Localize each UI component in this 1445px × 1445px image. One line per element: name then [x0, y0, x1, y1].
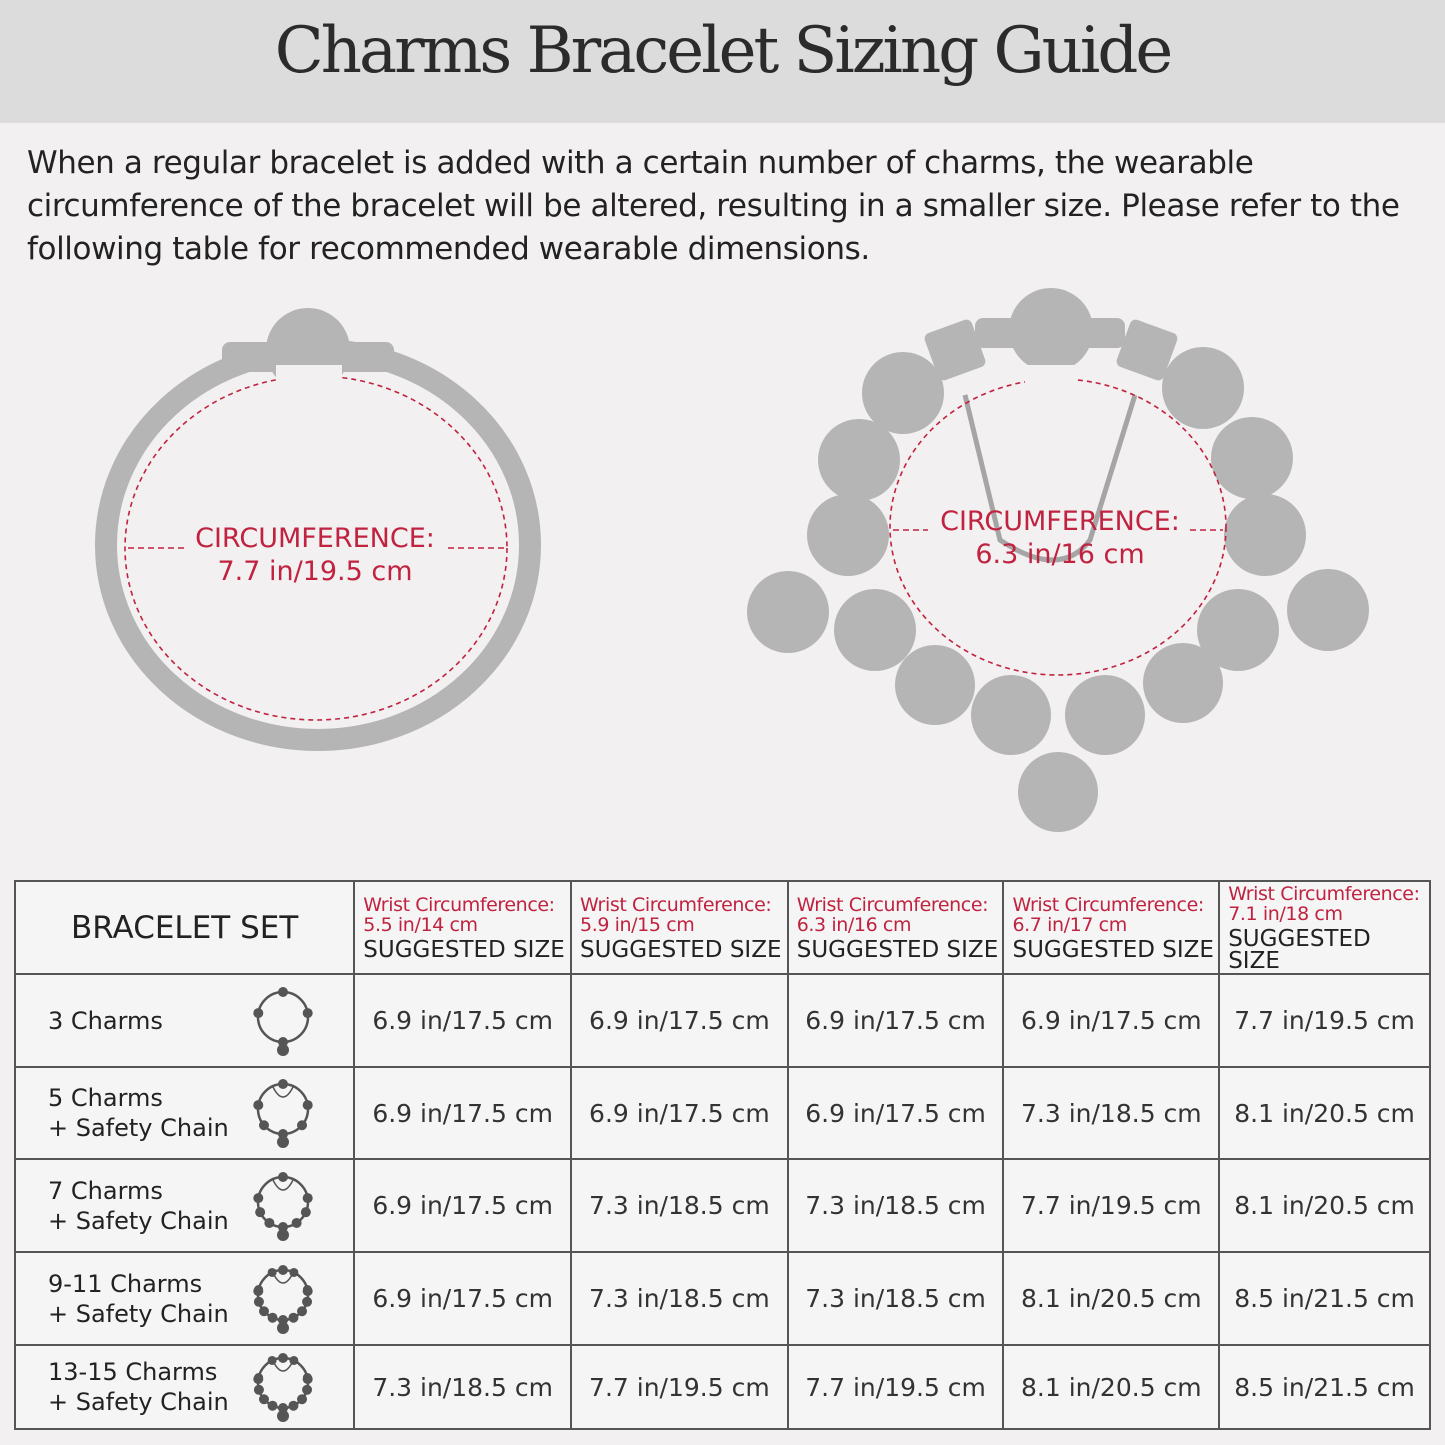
wrist-label: Wrist Circumference:	[796, 893, 989, 916]
wrist-label: Wrist Circumference:	[1012, 893, 1204, 916]
charm-bead	[1287, 569, 1369, 651]
size-cell: 8.1 in/20.5 cm	[1003, 1252, 1219, 1345]
size-cell: 6.9 in/17.5 cm	[571, 974, 788, 1067]
charm-bead	[862, 352, 944, 434]
bracelet-set-cell	[15, 974, 354, 1067]
wrist-label: Wrist Circumference:	[580, 893, 772, 916]
table-row	[15, 1067, 1430, 1159]
charm-bead	[1018, 752, 1098, 832]
size-cell: 7.3 in/18.5 cm	[1003, 1067, 1219, 1159]
size-cell: 7.7 in/19.5 cm	[788, 1345, 1004, 1429]
charm-bead	[807, 494, 889, 576]
suggested-size-label: SUGGESTED SIZE	[580, 936, 782, 963]
set-name: 7 Charms	[48, 1176, 163, 1205]
size-cell: 6.9 in/17.5 cm	[354, 974, 571, 1067]
size-cell: 7.3 in/18.5 cm	[571, 1252, 788, 1345]
set-extra: + Safety Chain	[48, 1299, 229, 1328]
size-cell: 7.3 in/18.5 cm	[788, 1252, 1004, 1345]
charm-bead	[1197, 589, 1279, 671]
gap	[1025, 365, 1075, 385]
charm-bead	[971, 675, 1051, 755]
table-row	[15, 1345, 1430, 1429]
set-extra: + Safety Chain	[48, 1206, 229, 1235]
size-cell: 8.1 in/20.5 cm	[1219, 1159, 1430, 1252]
sizing-table	[14, 880, 1431, 1430]
bracelet-5-charms-icon	[253, 1075, 313, 1151]
table-row	[15, 1252, 1430, 1345]
table-header-row	[15, 881, 1430, 974]
bracelet-set-cell	[15, 1252, 354, 1345]
set-extra: + Safety Chain	[48, 1114, 229, 1142]
size-cell: 7.3 in/18.5 cm	[788, 1159, 1004, 1252]
set-name: 13-15 Charms	[48, 1358, 218, 1386]
wrist-size: 7.1 in/18 cm	[1228, 902, 1343, 925]
bracelet-set-cell	[15, 1345, 354, 1429]
charm-bead	[834, 589, 916, 671]
bracelet-7-charms-icon	[253, 1168, 313, 1244]
size-cell: 6.9 in/17.5 cm	[354, 1067, 571, 1159]
bracelet-13-15-charms-icon	[253, 1349, 313, 1425]
charm-bead	[818, 419, 900, 501]
charm-bead	[1162, 347, 1244, 429]
size-cell: 8.5 in/21.5 cm	[1219, 1252, 1430, 1345]
wrist-size: 5.9 in/15 cm	[580, 913, 695, 936]
bracelet-3-charms-icon	[253, 983, 313, 1059]
size-cell: 7.7 in/19.5 cm	[1003, 1159, 1219, 1252]
circumference-label: CIRCUMFERENCE:	[195, 523, 435, 554]
table-row	[15, 974, 1430, 1067]
bracelet-9-11-charms-icon	[253, 1261, 313, 1337]
page-title: Charms Bracelet Sizing Guide	[274, 14, 1171, 88]
suggested-size-label: SUGGESTED SIZE	[796, 936, 999, 963]
bracelet-set-header: BRACELET SET	[15, 881, 354, 974]
size-cell: 6.9 in/17.5 cm	[788, 974, 1004, 1067]
set-name: 3 Charms	[48, 1006, 163, 1035]
charm-bead	[1065, 675, 1145, 755]
wrist-label: Wrist Circumference:	[363, 893, 555, 916]
size-cell: 6.9 in/17.5 cm	[788, 1067, 1004, 1159]
column-header	[1003, 881, 1219, 974]
set-name: 5 Charms	[48, 1084, 163, 1112]
size-cell: 7.7 in/19.5 cm	[1219, 974, 1430, 1067]
column-header	[1219, 881, 1430, 974]
size-cell: 8.1 in/20.5 cm	[1003, 1345, 1219, 1429]
wrist-size: 6.7 in/17 cm	[1012, 913, 1127, 936]
circumference-label: CIRCUMFERENCE:	[940, 506, 1180, 537]
bracelet-set-cell	[15, 1067, 354, 1159]
size-cell: 6.9 in/17.5 cm	[354, 1159, 571, 1252]
size-cell: 7.7 in/19.5 cm	[571, 1345, 788, 1429]
charm-bead	[895, 645, 975, 725]
charmed-circumference	[905, 505, 1215, 571]
charm-bead	[747, 571, 829, 653]
size-cell: 7.3 in/18.5 cm	[354, 1345, 571, 1429]
column-header	[788, 881, 1004, 974]
size-cell: 8.5 in/21.5 cm	[1219, 1345, 1430, 1429]
wrist-label: Wrist Circumference:	[1228, 882, 1420, 905]
wrist-size: 5.5 in/14 cm	[363, 913, 478, 936]
circumference-value: 6.3 in/16 cm	[975, 539, 1145, 570]
size-cell: 6.9 in/17.5 cm	[354, 1252, 571, 1345]
charm-bead	[1211, 417, 1293, 499]
charm-bead	[1009, 288, 1093, 372]
size-cell: 7.3 in/18.5 cm	[571, 1159, 788, 1252]
table-row	[15, 1159, 1430, 1252]
charm-bead	[1224, 494, 1306, 576]
set-name: 9-11 Charms	[48, 1269, 203, 1298]
suggested-size-label: SUGGESTED SIZE	[1228, 925, 1371, 974]
size-cell: 8.1 in/20.5 cm	[1219, 1067, 1430, 1159]
size-cell: 6.9 in/17.5 cm	[571, 1067, 788, 1159]
plain-circumference	[160, 522, 470, 588]
bracelet-set-cell	[15, 1159, 354, 1252]
intro-text: When a regular bracelet is added with a certain number of charms, the wearable circumference of the bracelet will be altered, resulting in a smaller size. Please refer to the following table for recommended wearable dimensions.	[27, 145, 1400, 267]
circumference-value: 7.7 in/19.5 cm	[217, 556, 413, 587]
set-extra: + Safety Chain	[48, 1388, 229, 1416]
suggested-size-label: SUGGESTED SIZE	[1012, 936, 1214, 963]
size-cell: 6.9 in/17.5 cm	[1003, 974, 1219, 1067]
column-header	[571, 881, 788, 974]
column-header	[354, 881, 571, 974]
suggested-size-label: SUGGESTED SIZE	[363, 936, 565, 963]
wrist-size: 6.3 in/16 cm	[796, 913, 912, 936]
